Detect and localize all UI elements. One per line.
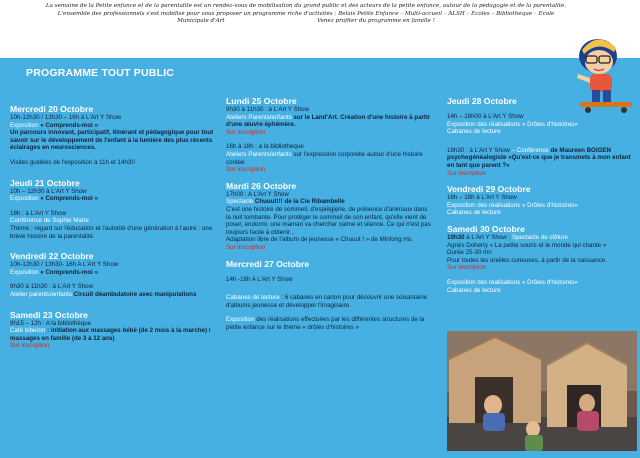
event-time: 10h-12h30 / 13h30- 16h A L'Art Y Show (10, 261, 119, 269)
registration-note: Sur inscription (447, 169, 487, 177)
intro-line-1: La semaine de la Petite enfance et de la parentalité est un rendez-vous de mobilisation du grand public et des acteurs de la petite enfance, autour de la pédagogie et de la parentalité. (45, 3, 567, 9)
event-title: Spectacle Chuuut!!! de la Cie Ribambelle (226, 198, 345, 206)
day-heading: Vendredi 22 Octobre (10, 251, 94, 262)
event-title: Café biberon : initiation aux massages bébé (de 2 mois à la marche) / massages en famille (de 3 à 12 ans) (10, 327, 211, 342)
event-title: Exposition « Comprends-moi » (10, 195, 99, 203)
day-heading: Samedi 23 Octobre (10, 309, 88, 320)
column-week-2b (447, 96, 637, 294)
column-week-1 (10, 104, 215, 350)
event-duration: Durée 25-30 mn (447, 249, 492, 257)
event-time: 9h15 – 12h : A la bibliothèque (10, 319, 92, 327)
event-description: Agnès Doherty « La petite souris et le monde qui chante » (447, 241, 607, 249)
event-title: Exposition des réalisations effectuées par les différentes structures de la petite enfance sur le thème « drôles d'histoires » (226, 316, 425, 331)
day-heading: Samedi 30 Octobre (447, 223, 525, 234)
event-time: 18h : à L'Art Y Show (10, 209, 66, 217)
event-description: Pour toutes les oreilles curieuses, à partir de la naissance. (447, 256, 607, 264)
event-time: 16h – 18h à L'Art Y Show (447, 194, 517, 202)
event-time: 14h -18h A L'Art Y Show (226, 275, 293, 283)
event-time: 9h30 à 11h30 : à L'Art Y Show (10, 283, 94, 291)
event-description: Un parcours innovant, participatif, itinérant et pédagogique pour tout savoir sur le développement de l'enfant à la lumière des plus récents éclairages en neurosciences. (10, 129, 214, 152)
event-time: 16h à 18h : à la bibliothèque (226, 143, 304, 151)
day-heading: Mardi 26 Octobre (226, 180, 297, 191)
event-title: 10h30 à L'Art Y Show : Spectacle de clôture (447, 233, 569, 241)
intro-line-2: L'ensemble des professionnels s'est mobilisé pour vous proposer un programme riche d'activités : Relais Petite Enfance – Multi-accueil – ALSH – Écoles – Bibliothèque – Ecole (57, 10, 555, 17)
event-title: Exposition « Comprends-moi » (10, 268, 99, 276)
day-heading: Mercredi 20 Octobre (10, 104, 94, 114)
event-time: 17h00 : A L'Art Y Show (226, 190, 289, 198)
event-title: Exposition des réalisations « Drôles d'histoires» (447, 201, 578, 209)
event-title: Exposition « Comprends-moi » (10, 121, 99, 129)
event-title: Cabanes de lecture (447, 286, 501, 294)
day-heading: Jeudi 21 Octobre (10, 177, 80, 188)
event-time: 10h-12h30 / 13h30 – 16h à L'Art Y Show (10, 114, 122, 121)
event-title: Ateliers Parents/enfants sur le Land'Art. Création d'une histoire à partir d'une œuvre éphémère. (226, 113, 431, 129)
event-time: 9h30 à 11h30 : à L'Art Y Show (226, 106, 310, 113)
page-title: PROGRAMME TOUT PUBLIC (26, 67, 175, 79)
event-title: Cabanes de lecture : 6 cabanes en carton pour découvrir une soixantaine d'albums jeunesse et développer l'imaginaire. (226, 294, 428, 309)
event-title: Ateliers Parents/enfants sur l'expression corporelle autour d'une histoire contée (226, 150, 423, 166)
event-time: 10h – 12h30 à L'Art Y Show (10, 187, 87, 195)
event-description: Thème : regard sur l'éducation et l'autorité d'une génération à l'autre : une brève histoire de la parentalité. (10, 224, 213, 240)
registration-note: Sur inscription (226, 128, 266, 136)
event-description: Adaptation libre de l'album de jeunesse « Chuuut ! » de Minfong Ho. (226, 236, 413, 244)
event-title: Exposition des réalisations « Drôles d'histoires» (447, 120, 578, 128)
event-title: Cabanes de lecture (447, 209, 501, 217)
registration-note: Sur inscription (10, 342, 50, 350)
event-title: Cabanes de lecture (447, 128, 501, 136)
event-title: 18h30 : à L'Art Y Show – Conférence de Maureen BOIGEN psychogénéalogiste «Qu'est-ce que je transmets à mon enfant en tant que parent ?» (447, 146, 631, 169)
intro-text (6, 3, 606, 26)
event-title: Conférence de Sophie Marie (10, 217, 89, 225)
day-heading: Mercredi 27 Octobre (226, 258, 310, 269)
day-heading: Vendredi 29 Octobre (447, 184, 531, 195)
column-week-2a (226, 96, 433, 331)
intro-line-3: Municipale d'Art Venez profiter du programme en famille ! (177, 18, 435, 25)
event-title: Exposition des réalisations « Drôles d'histoires» (447, 278, 578, 286)
event-description: C'est une histoire de sommeil, d'espiègle̱rie, de présence d'animaux dans la nuit tombante. Pour protéger le sommeil de son enfant, qu'elle vient de poser, endormi, une maman va chercher calme et silence. Ce qui n'est pas toujours facile à obtenir... (226, 205, 431, 236)
day-heading: Lundi 25 Octobre (226, 96, 297, 106)
event-title: Atelier parents/enfants Circuit déambulatoire avec manipulations (10, 290, 197, 298)
day-heading: Jeudi 28 Octobre (447, 96, 517, 106)
event-note: Visites guidées de l'exposition à 11h et 14h30 (10, 158, 135, 166)
registration-note: Sur inscription (226, 243, 266, 251)
registration-note: Sur inscription (226, 166, 266, 174)
event-time: 14h – 18h00 à L'Art Y Show (447, 113, 524, 120)
registration-note: Sur inscription (447, 264, 487, 272)
reading-huts-photo (447, 331, 637, 451)
